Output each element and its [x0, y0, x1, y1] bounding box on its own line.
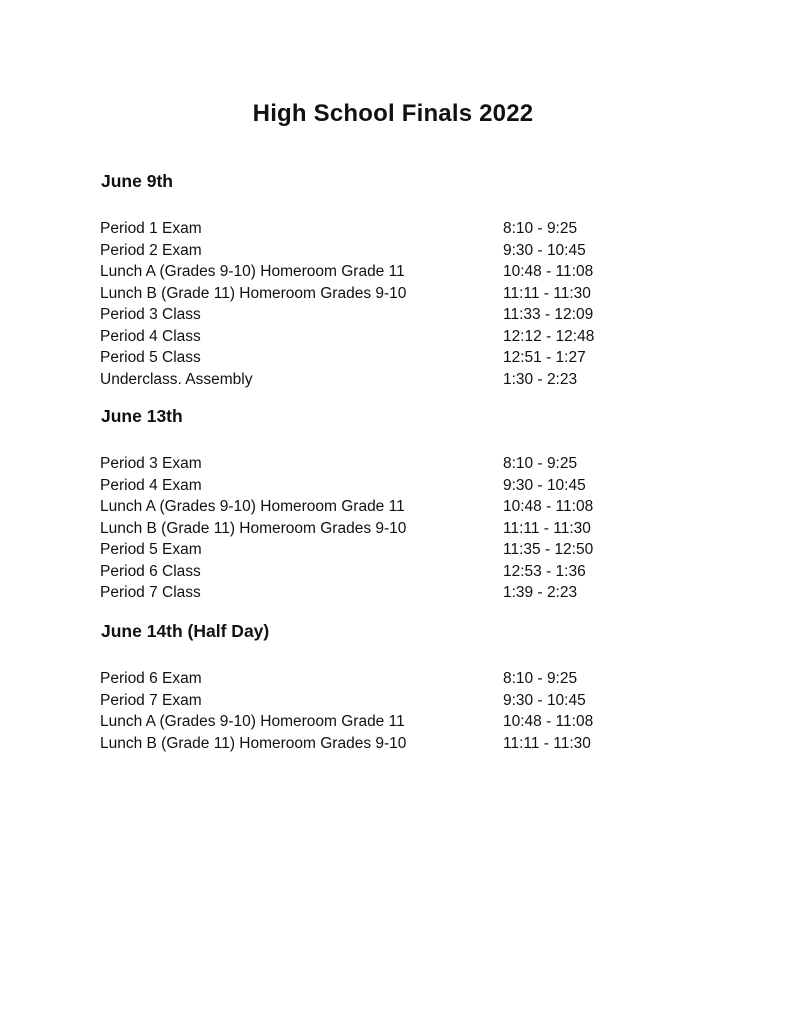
schedule-list	[100, 453, 660, 604]
event-label: Period 2 Exam	[100, 241, 202, 259]
event-label: Period 3 Exam	[100, 455, 202, 472]
section-heading: June 9th	[101, 171, 173, 191]
event-label: Period 7 Class	[100, 584, 201, 601]
event-label: Lunch A (Grades 9-10) Homeroom Grade 11	[100, 263, 405, 280]
schedule-row	[100, 369, 660, 391]
time-range: 11:11 - 11:30	[503, 734, 591, 752]
time-range: 9:30 - 10:45	[503, 476, 586, 494]
schedule-list	[100, 668, 660, 754]
schedule-row	[100, 582, 660, 604]
schedule-row	[100, 539, 660, 561]
schedule-section	[100, 619, 660, 754]
schedule-row	[100, 304, 660, 326]
event-label: Underclass. Assembly	[100, 370, 253, 388]
time-range: 10:48 - 11:08	[503, 498, 594, 515]
schedule-row	[100, 453, 660, 475]
time-range: 8:10 - 9:25	[503, 670, 578, 687]
document-title: High School Finals 2022	[252, 100, 534, 127]
time-range: 1:39 - 2:23	[503, 584, 578, 601]
schedule-list	[100, 218, 660, 390]
event-label: Period 6 Exam	[100, 670, 202, 687]
schedule-row	[100, 475, 660, 497]
event-label: Period 5 Exam	[100, 541, 202, 558]
time-range: 11:35 - 12:50	[503, 541, 594, 558]
time-range: 11:11 - 11:30	[503, 519, 591, 537]
time-range: 12:53 - 1:36	[503, 562, 586, 580]
schedule-row	[100, 261, 660, 283]
schedule-row	[100, 518, 660, 540]
event-label: Lunch B (Grade 11) Homeroom Grades 9-10	[100, 284, 407, 302]
schedule-row	[100, 733, 660, 755]
time-range: 9:30 - 10:45	[503, 241, 586, 259]
event-label: Lunch B (Grade 11) Homeroom Grades 9-10	[100, 519, 407, 537]
event-label: Period 6 Class	[100, 562, 201, 580]
schedule-row	[100, 496, 660, 518]
time-range: 8:10 - 9:25	[503, 220, 578, 237]
time-range: 11:33 - 12:09	[503, 306, 594, 323]
schedule-row	[100, 326, 660, 348]
time-range: 9:30 - 10:45	[503, 691, 586, 709]
schedule-row	[100, 240, 660, 262]
event-label: Period 4 Exam	[100, 476, 202, 494]
time-range: 12:12 - 12:48	[503, 327, 595, 345]
event-label: Period 5 Class	[100, 349, 201, 366]
time-range: 10:48 - 11:08	[503, 713, 594, 730]
schedule-row	[100, 711, 660, 733]
event-label: Lunch A (Grades 9-10) Homeroom Grade 11	[100, 498, 405, 515]
event-label: Period 3 Class	[100, 306, 201, 323]
event-label: Lunch A (Grades 9-10) Homeroom Grade 11	[100, 713, 405, 730]
event-label: Period 4 Class	[100, 327, 201, 345]
schedule-row	[100, 347, 660, 369]
schedule-row	[100, 283, 660, 305]
time-range: 1:30 - 2:23	[503, 370, 578, 388]
section-heading: June 14th (Half Day)	[101, 621, 270, 641]
schedule-section	[100, 404, 660, 604]
time-range: 11:11 - 11:30	[503, 284, 591, 302]
event-label: Lunch B (Grade 11) Homeroom Grades 9-10	[100, 734, 407, 752]
event-label: Period 1 Exam	[100, 220, 202, 237]
section-heading: June 13th	[101, 406, 183, 426]
time-range: 12:51 - 1:27	[503, 349, 586, 366]
schedule-row	[100, 218, 660, 240]
schedule-row	[100, 668, 660, 690]
schedule-row	[100, 690, 660, 712]
event-label: Period 7 Exam	[100, 691, 202, 709]
time-range: 8:10 - 9:25	[503, 455, 578, 472]
schedule-row	[100, 561, 660, 583]
schedule-section	[100, 169, 660, 390]
time-range: 10:48 - 11:08	[503, 263, 594, 280]
